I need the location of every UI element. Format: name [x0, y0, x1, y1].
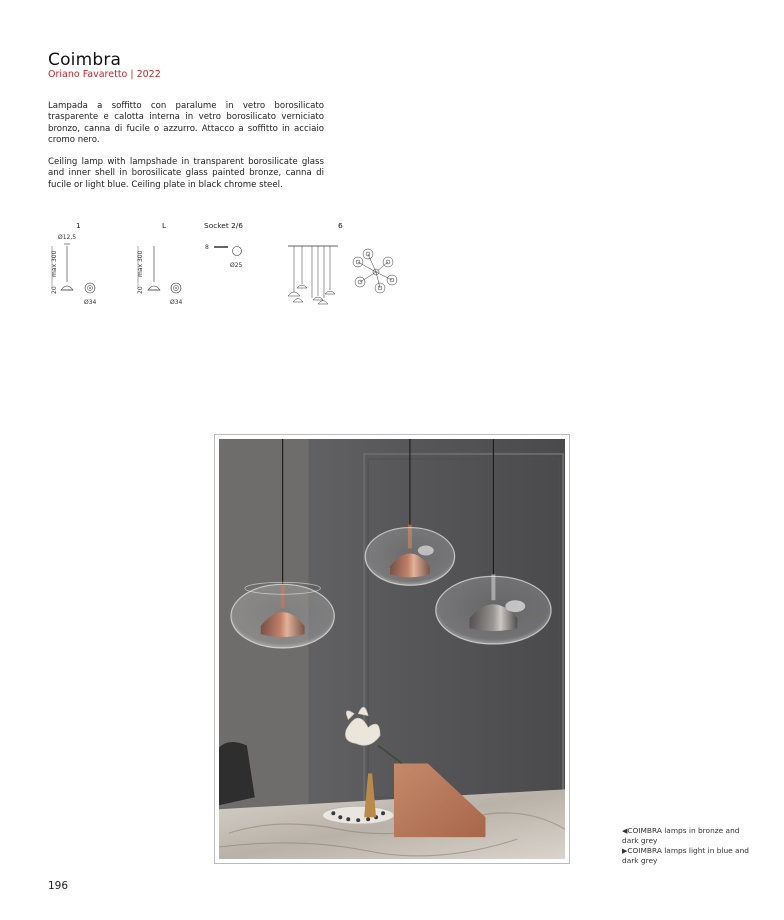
variant-6-label: 6 — [338, 221, 343, 230]
arrow-left-icon: ◀ — [622, 827, 628, 835]
designer-credit: Oriano Favaretto | 2022 — [48, 69, 161, 80]
dim-side-label: 8 — [205, 244, 209, 251]
tech-drawing-socket — [202, 232, 252, 272]
tech-drawing-variant-l — [134, 232, 194, 312]
dim-base-label: Ø25 — [230, 262, 243, 269]
tech-drawing-variant-1 — [48, 232, 108, 312]
product-photo — [219, 439, 565, 859]
dim-vertical-label: max 300 — [51, 250, 58, 277]
product-photo-frame — [214, 434, 570, 864]
dim-small-label: 20 — [137, 286, 144, 294]
arrow-right-icon: ▶ — [622, 847, 628, 855]
dim-base-label: Ø34 — [170, 299, 183, 306]
tech-drawing-variant-6 — [282, 232, 412, 312]
description-italian: Lampada a soffitto con paralume in vetro borosilicato trasparente e calotta interna in vetro borosilicato verniciato bronzo, canna di fucile o azzurro. Attacco a soffitto in acciaio cromo nero. — [48, 101, 324, 146]
variant-1-label: 1 — [76, 221, 81, 230]
page-number: 196 — [48, 880, 69, 892]
variant-socket-label: Socket 2/6 — [204, 221, 243, 230]
variant-l-label: L — [162, 221, 167, 230]
description-english: Ceiling lamp with lampshade in transparent borosilicate glass and inner shell in borosilicate glass painted bronze, canna di fucile or light blue. Ceiling plate in black chrome steel. — [48, 157, 324, 190]
caption-line-1 — [622, 826, 750, 846]
caption-line-2 — [622, 846, 750, 866]
dim-top-label: Ø12,5 — [58, 234, 77, 241]
dim-base-label: Ø34 — [84, 299, 97, 306]
photo-caption — [622, 826, 750, 866]
dim-small-label: 20 — [51, 286, 58, 294]
dim-vertical-label: max 300 — [137, 250, 144, 277]
product-title: Coimbra — [48, 50, 122, 70]
caption-line-1-text: COIMBRA lamps in bronze and dark grey — [622, 826, 740, 845]
caption-line-2-text: COIMBRA lamps light in blue and dark grey — [622, 846, 749, 865]
